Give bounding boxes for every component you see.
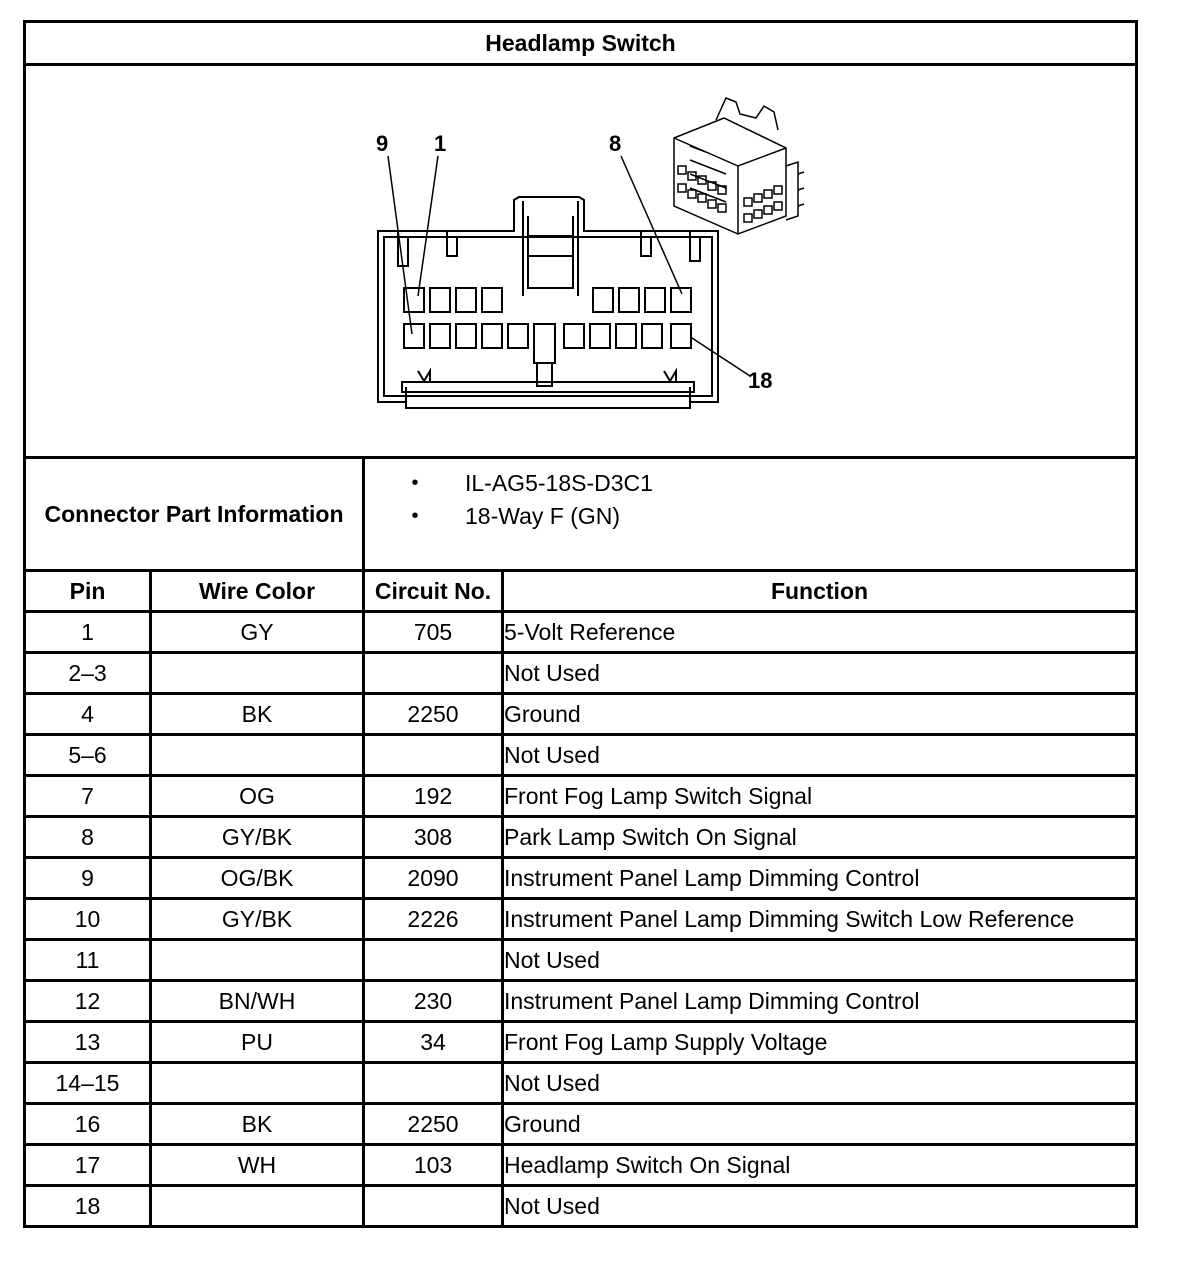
circuit-cell: 2250 [364,694,503,735]
pin-cell: 10 [25,899,151,940]
table-row [25,899,1137,940]
callout-pin-9: 9 [376,131,389,156]
pin-cell: 14–15 [25,1063,151,1104]
pin-cell: 5–6 [25,735,151,776]
wire-color-cell: BK [151,694,364,735]
function-cell: Instrument Panel Lamp Dimming Switch Low Reference [503,899,1137,940]
wire-color-cell: OG/BK [151,858,364,899]
table-row [25,981,1137,1022]
wire-color-cell [151,1063,364,1104]
circuit-cell: 2250 [364,1104,503,1145]
callout-pin-1: 1 [434,131,447,156]
table-row [25,694,1137,735]
circuit-cell: 230 [364,981,503,1022]
callout-pin-18: 18 [748,368,773,393]
table-row [25,735,1137,776]
table-row [25,1186,1137,1227]
wire-color-cell [151,940,364,981]
connector-isometric-icon [674,98,804,234]
pin-cell: 16 [25,1104,151,1145]
table-row [25,776,1137,817]
page-title: Headlamp Switch [25,22,1137,65]
pin-cell: 12 [25,981,151,1022]
circuit-cell: 192 [364,776,503,817]
pin-cell: 2–3 [25,653,151,694]
function-cell: Headlamp Switch On Signal [503,1145,1137,1186]
function-cell: Ground [503,694,1137,735]
connector-sheet [23,20,1135,1228]
circuit-cell: 308 [364,817,503,858]
circuit-cell: 34 [364,1022,503,1063]
bullet-icon: • [411,505,419,527]
pin-cell: 17 [25,1145,151,1186]
pin-cell: 18 [25,1186,151,1227]
connector-type: 18-Way F (GN) [465,503,621,529]
table-row [25,612,1137,653]
table-row [25,653,1137,694]
cavity-row-top [404,288,691,312]
circuit-cell: 103 [364,1145,503,1186]
connector-face-drawing [26,66,1132,456]
table-row [25,1063,1137,1104]
table-row [25,1145,1137,1186]
header-circuit-no: Circuit No. [364,571,503,612]
function-cell: Instrument Panel Lamp Dimming Control [503,858,1137,899]
function-cell: Not Used [503,1186,1137,1227]
function-cell: Instrument Panel Lamp Dimming Control [503,981,1137,1022]
wire-color-cell [151,1186,364,1227]
callout-pin-8: 8 [609,131,622,156]
circuit-cell [364,653,503,694]
connector-part-info-label: Connector Part Information [25,458,364,571]
table-row [25,940,1137,981]
pin-cell: 11 [25,940,151,981]
callout-leaders [388,156,750,376]
cavity-row-bottom [404,324,691,348]
table-header-row [25,571,1137,612]
wire-color-cell: GY/BK [151,817,364,858]
circuit-cell: 705 [364,612,503,653]
wire-color-cell [151,735,364,776]
part-number: IL-AG5-18S-D3C1 [465,470,653,496]
pin-cell: 8 [25,817,151,858]
wire-color-cell [151,653,364,694]
wire-color-cell: WH [151,1145,364,1186]
table-row [25,858,1137,899]
bullet-icon: • [411,472,419,494]
function-cell: Ground [503,1104,1137,1145]
table-row [25,817,1137,858]
header-function: Function [503,571,1137,612]
circuit-cell [364,1186,503,1227]
function-cell: Front Fog Lamp Supply Voltage [503,1022,1137,1063]
wire-color-cell: OG [151,776,364,817]
wire-color-cell: GY/BK [151,899,364,940]
connector-diagram [25,65,1137,458]
connector-table [23,20,1138,1228]
pin-cell: 1 [25,612,151,653]
header-wire-color: Wire Color [151,571,364,612]
wire-color-cell: BN/WH [151,981,364,1022]
connector-part-info [364,458,1137,571]
function-cell: Front Fog Lamp Switch Signal [503,776,1137,817]
wire-color-cell: BK [151,1104,364,1145]
header-pin: Pin [25,571,151,612]
function-cell: Not Used [503,653,1137,694]
circuit-cell: 2226 [364,899,503,940]
function-cell: Not Used [503,735,1137,776]
part-info-item [365,467,1135,500]
part-info-item [365,500,1135,533]
circuit-cell [364,735,503,776]
pin-cell: 4 [25,694,151,735]
wire-color-cell: GY [151,612,364,653]
circuit-cell [364,940,503,981]
function-cell: Not Used [503,940,1137,981]
table-row [25,1104,1137,1145]
circuit-cell [364,1063,503,1104]
pin-cell: 7 [25,776,151,817]
pin-cell: 9 [25,858,151,899]
function-cell: Not Used [503,1063,1137,1104]
circuit-cell: 2090 [364,858,503,899]
function-cell: 5-Volt Reference [503,612,1137,653]
wire-color-cell: PU [151,1022,364,1063]
pin-cell: 13 [25,1022,151,1063]
function-cell: Park Lamp Switch On Signal [503,817,1137,858]
table-row [25,1022,1137,1063]
